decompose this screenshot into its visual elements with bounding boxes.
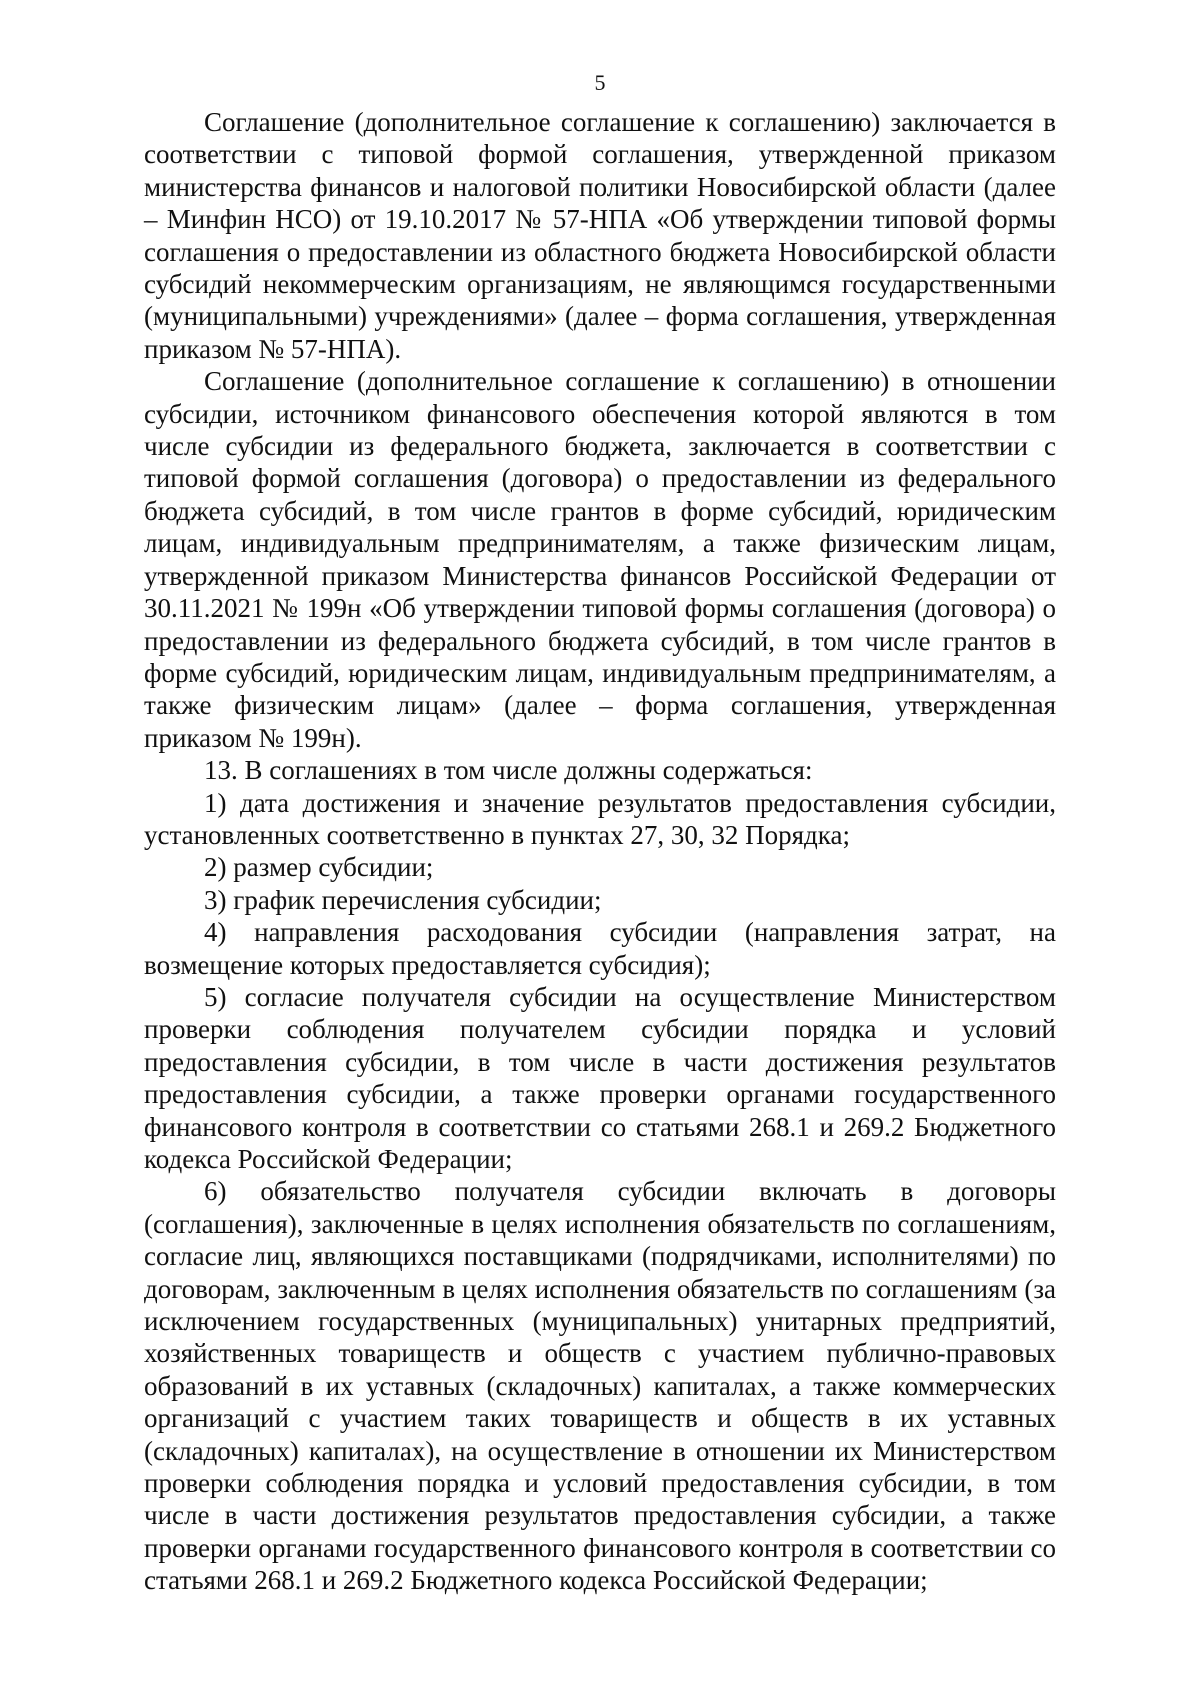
paragraph-subitem-4: 4) направления расходования субсидии (направления затрат, на возмещение которых предоставляется субсидия);: [144, 917, 1056, 980]
paragraph-subitem-3: 3) график перечисления субсидии;: [204, 884, 602, 915]
document-body: [144, 106, 1056, 1597]
paragraph-subitem-2: 2) размер субсидии;: [204, 852, 434, 883]
page-number: 5: [594, 70, 606, 95]
paragraph-agreement-nso: Соглашение (дополнительное соглашение к соглашению) заключается в соответствии с типовой формой соглашения, утвержденной приказом министерства финансов и налоговой политики Новосибирской области (далее – Минфин НСО) от 19.10.2017 № 57-НПА «Об утверждении типовой формы соглашения о предоставлении из областного бюджета Новосибирской области субсидий некоммерческим организациям, не являющимся государственными (муниципальными) учреждениями» (далее – форма соглашения, утвержденная приказом № 57-НПА).: [144, 107, 1056, 364]
paragraph-agreement-federal: Соглашение (дополнительное соглашение к соглашению) в отношении субсидии, источником финансового обеспечения которой являются в том числе субсидии из федерального бюджета, заключается в соответствии с типовой формой соглашения (договора) о предоставлении из федерального бюджета субсидий, в том числе грантов в форме субсидий, юридическим лицам, индивидуальным предпринимателям, а также физическим лицам, утвержденной приказом Министерства финансов Российской Федерации от 30.11.2021 № 199н «Об утверждении типовой формы соглашения (договора) о предоставлении из федерального бюджета субсидий, в том числе грантов в форме субсидий, юридическим лицам, индивидуальным предпринимателям, а также физическим лицам» (далее – форма соглашения, утвержденная приказом № 199н).: [144, 366, 1056, 753]
paragraph-item-13: 13. В соглашениях в том числе должны содержаться:: [204, 755, 813, 786]
paragraph-subitem-6: 6) обязательство получателя субсидии включать в договоры (соглашения), заключенные в целях исполнения обязательств по соглашениям, согласие лиц, являющихся поставщиками (подрядчиками, исполнителями) по договорам, заключенным в целях исполнения обязательств по соглашениям (за исключением государственных (муниципальных) унитарных предприятий, хозяйственных товариществ и обществ с участием публично-правовых образований в их уставных (складочных) капиталах, а также коммерческих организаций с участием таких товариществ и обществ в их уставных (складочных) капиталах), на осуществление в отношении их Министерством проверки соблюдения порядка и условий предоставления субсидии, в том числе в части достижения результатов предоставления субсидии, а также проверки органами государственного финансового контроля в соответствии со статьями 268.1 и 269.2 Бюджетного кодекса Российской Федерации;: [144, 1176, 1056, 1596]
paragraph-subitem-1: 1) дата достижения и значение результатов предоставления субсидии, установленных соответственно в пунктах 27, 30, 32 Порядка;: [144, 787, 1056, 850]
paragraph-subitem-5: 5) согласие получателя субсидии на осуществление Министерством проверки соблюдения получателем субсидии порядка и условий предоставления субсидии, в том числе в части достижения результатов предоставления субсидии, а также проверки органами государственного финансового контроля в соответствии со статьями 268.1 и 269.2 Бюджетного кодекса Российской Федерации;: [144, 981, 1056, 1174]
